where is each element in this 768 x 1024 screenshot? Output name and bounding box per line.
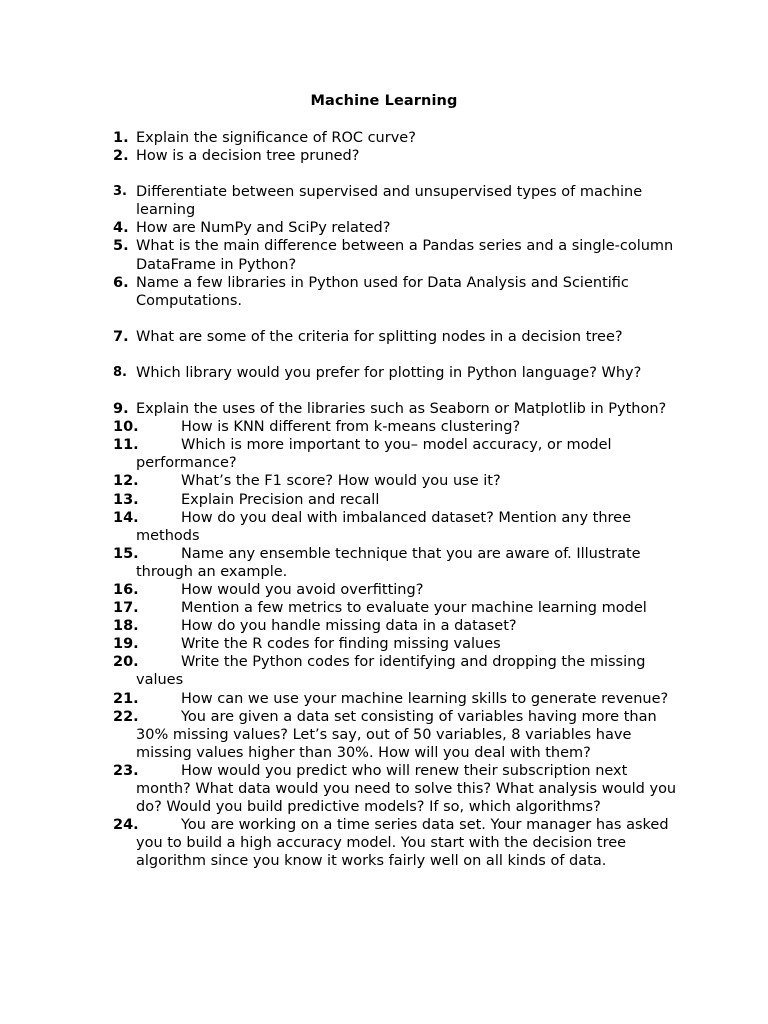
question-item-24 bbox=[0, 816, 768, 870]
question-number: 14. bbox=[113, 509, 139, 526]
question-text: Explain the significance of ROC curve? bbox=[136, 130, 416, 146]
question-number: 10. bbox=[113, 419, 139, 436]
question-item-15 bbox=[0, 545, 768, 581]
question-item-18 bbox=[0, 617, 768, 635]
question-item-12 bbox=[0, 472, 768, 490]
question-number: 11. bbox=[113, 437, 139, 454]
question-text: How do you handle missing data in a dataset? bbox=[181, 618, 517, 635]
question-number: 4. bbox=[113, 220, 129, 237]
question-number: 16. bbox=[113, 581, 139, 598]
question-text: Mention a few metrics to evaluate your machine learning model bbox=[181, 600, 647, 617]
question-item-9 bbox=[0, 400, 768, 418]
question-number: 20. bbox=[113, 654, 139, 671]
question-number: 22. bbox=[113, 708, 139, 725]
question-text: Which is more important to you– model accuracy, or model performance? bbox=[136, 437, 612, 472]
question-text: Write the R codes for finding missing values bbox=[181, 636, 501, 653]
question-text: Which library would you prefer for plotting in Python language? Why? bbox=[136, 364, 642, 381]
question-number: 8. bbox=[113, 364, 127, 380]
question-number: 21. bbox=[113, 690, 139, 707]
question-item-1 bbox=[0, 129, 768, 147]
question-item-16 bbox=[0, 581, 768, 599]
question-number: 3. bbox=[113, 184, 127, 200]
question-text: Name a few libraries in Python used for Data Analysis and Scientific Computations. bbox=[136, 274, 629, 309]
question-number: 24. bbox=[113, 817, 139, 834]
question-number: 23. bbox=[113, 762, 139, 779]
question-item-11 bbox=[0, 436, 768, 472]
question-item-21 bbox=[0, 690, 768, 708]
question-text: Explain Precision and recall bbox=[181, 491, 380, 508]
question-item-13 bbox=[0, 491, 768, 509]
question-number: 5. bbox=[113, 238, 129, 255]
question-item-23 bbox=[0, 762, 768, 816]
question-number: 2. bbox=[113, 148, 129, 165]
question-item-14 bbox=[0, 509, 768, 545]
question-text: Differentiate between supervised and unsupervised types of machine learning bbox=[136, 184, 643, 219]
question-number: 17. bbox=[113, 600, 139, 617]
question-item-10 bbox=[0, 418, 768, 436]
question-number: 12. bbox=[113, 473, 139, 490]
question-list bbox=[0, 129, 768, 870]
question-number: 1. bbox=[113, 130, 129, 146]
question-item-20 bbox=[0, 653, 768, 689]
question-number: 7. bbox=[113, 328, 129, 345]
question-text: What’s the F1 score? How would you use it? bbox=[181, 473, 501, 490]
question-text: How is a decision tree pruned? bbox=[136, 148, 360, 165]
question-text: How do you deal with imbalanced dataset? Mention any three methods bbox=[136, 509, 632, 544]
question-item-2 bbox=[0, 147, 768, 165]
question-number: 9. bbox=[113, 401, 129, 418]
question-item-22 bbox=[0, 708, 768, 762]
question-text: How would you avoid overfitting? bbox=[181, 581, 424, 598]
question-number: 18. bbox=[113, 618, 139, 635]
question-text: You are given a data set consisting of variables having more than 30% missing values? Let’s say, out of 50 variables, 8 variables have missing values higher than 30%. How will you deal with them? bbox=[136, 708, 657, 761]
question-text: What are some of the criteria for splitting nodes in a decision tree? bbox=[136, 328, 623, 345]
question-item-19 bbox=[0, 635, 768, 653]
question-text: Name any ensemble technique that you are aware of. Illustrate through an example. bbox=[136, 545, 641, 580]
question-number: 13. bbox=[113, 491, 139, 508]
question-text: You are working on a time series data set. Your manager has asked you to build a high accuracy model. You start with the decision tree algorithm since you know it works fairly well on all kinds of data. bbox=[136, 817, 669, 870]
question-number: 6. bbox=[113, 274, 129, 291]
question-number: 19. bbox=[113, 636, 139, 653]
question-item-3 bbox=[0, 183, 768, 219]
question-item-5 bbox=[0, 237, 768, 273]
page-title: Machine Learning bbox=[310, 93, 458, 109]
question-text: What is the main difference between a Pandas series and a single-column DataFrame in Python? bbox=[136, 238, 674, 273]
question-text: How would you predict who will renew their subscription next month? What data would you need to solve this? What analysis would you do? Would you build predictive models? If so, which algorithms? bbox=[136, 762, 677, 816]
question-text: How can we use your machine learning skills to generate revenue? bbox=[181, 690, 669, 707]
question-item-8 bbox=[0, 364, 768, 382]
question-item-7 bbox=[0, 328, 768, 346]
question-item-6 bbox=[0, 274, 768, 310]
question-text: Explain the uses of the libraries such as Seaborn or Matplotlib in Python? bbox=[136, 401, 667, 418]
question-text: How is KNN different from k-means clustering? bbox=[181, 419, 521, 436]
question-text: Write the Python codes for identifying and dropping the missing values bbox=[136, 654, 646, 689]
question-number: 15. bbox=[113, 545, 139, 562]
question-item-4 bbox=[0, 219, 768, 237]
question-item-17 bbox=[0, 599, 768, 617]
question-text: How are NumPy and SciPy related? bbox=[136, 220, 391, 237]
